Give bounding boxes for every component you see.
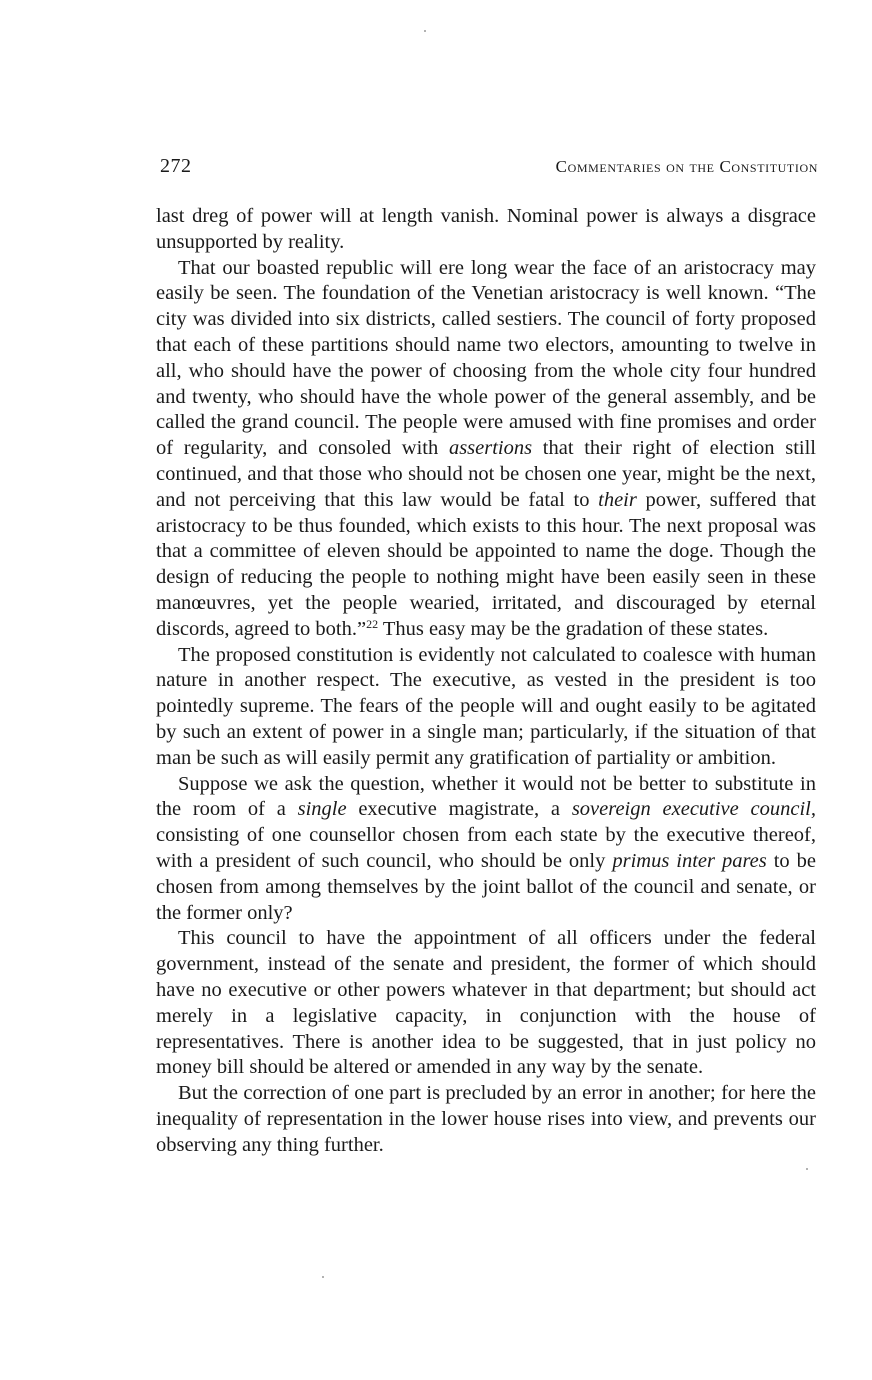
footnote-marker: 22	[366, 616, 379, 631]
page-header	[158, 155, 818, 181]
paragraph-text: executive magistrate, a	[346, 798, 572, 821]
scan-speck	[322, 1276, 324, 1278]
paragraph-text: Suppose we ask the question, whether it would not be better to substitute in the room of a	[156, 772, 816, 821]
italic-text: primus inter pares	[612, 849, 767, 872]
italic-text: their	[598, 488, 637, 511]
scan-speck	[424, 30, 426, 32]
paragraph	[156, 256, 816, 643]
paragraph-text: Thus easy may be the gradation of these states.	[378, 617, 769, 640]
paragraph	[156, 204, 816, 256]
scan-speck	[806, 1168, 808, 1170]
page-number: 272	[160, 155, 192, 177]
italic-text: single	[297, 798, 347, 821]
paragraph-text: This council to have the appointment of all officers under the federal government, instead of the senate and president, the former of which should have no executive or other powers whatever in that department; but should act merely in a legislative capacity, in conjunction with the house of representatives. There is another idea to be suggested, that in just policy no money bill should be altered or amended in any way by the senate.	[156, 927, 816, 1079]
italic-text: sovereign executive council,	[571, 798, 816, 821]
paragraph-text: last dreg of power will at length vanish. Nominal power is always a disgrace unsupported by reality.	[156, 205, 816, 253]
italic-text: assertions	[448, 437, 533, 460]
paragraph	[156, 926, 816, 1081]
body-text	[156, 204, 816, 1158]
paragraph-text: consisting of one counsellor chosen from each state by the executive thereof, with a president of such council, who should be only	[156, 824, 816, 872]
running-head: Commentaries on the Constitution	[555, 157, 818, 176]
paragraph-text: power, suffered that aristocracy to be thus founded, which exists to this hour. The next proposal was that a committee of eleven should be appointed to name the doge. Though the design of reducing the people to nothing might have been easily seen in these manœuvres, yet the people wearied, irritated, and discouraged by eternal discords, agreed to both.”	[156, 488, 816, 640]
paragraph-text: that their right of election still continued, and that those who should not be chosen one year, might be the next, and not perceiving that this law would be fatal to	[156, 437, 816, 511]
paragraph-text: That our boasted republic will ere long wear the face of an aristocracy may easily be seen. The foundation of the Venetian aristocracy is well known. “The city was divided into six districts, called sestiers. The council of forty proposed that each of these partitions should name two electors, amounting to twelve in all, who should have the power of choosing from the whole city four hundred and twenty, who should have the whole power of the general assembly, and be called the grand council. The people were amused with fine promises and order of regularity, and consoled with	[156, 256, 816, 460]
paragraph	[156, 772, 816, 927]
paragraph-text: The proposed constitution is evidently not calculated to coalesce with human nature in another respect. The executive, as vested in the president is too pointedly supreme. The fears of the people will and ought easily to be agitated by such an extent of power in a single man; particularly, if the situation of that man be such as will easily permit any gratification of partiality or ambition.	[156, 643, 816, 769]
paragraph	[156, 643, 816, 772]
paragraph-text: But the correction of one part is precluded by an error in another; for here the inequality of representation in the lower house rises into view, and prevents our observing any thing further.	[156, 1082, 816, 1156]
paragraph-text: to be chosen from among themselves by the joint ballot of the council and senate, or the former only?	[156, 849, 817, 924]
paragraph	[156, 1081, 816, 1158]
